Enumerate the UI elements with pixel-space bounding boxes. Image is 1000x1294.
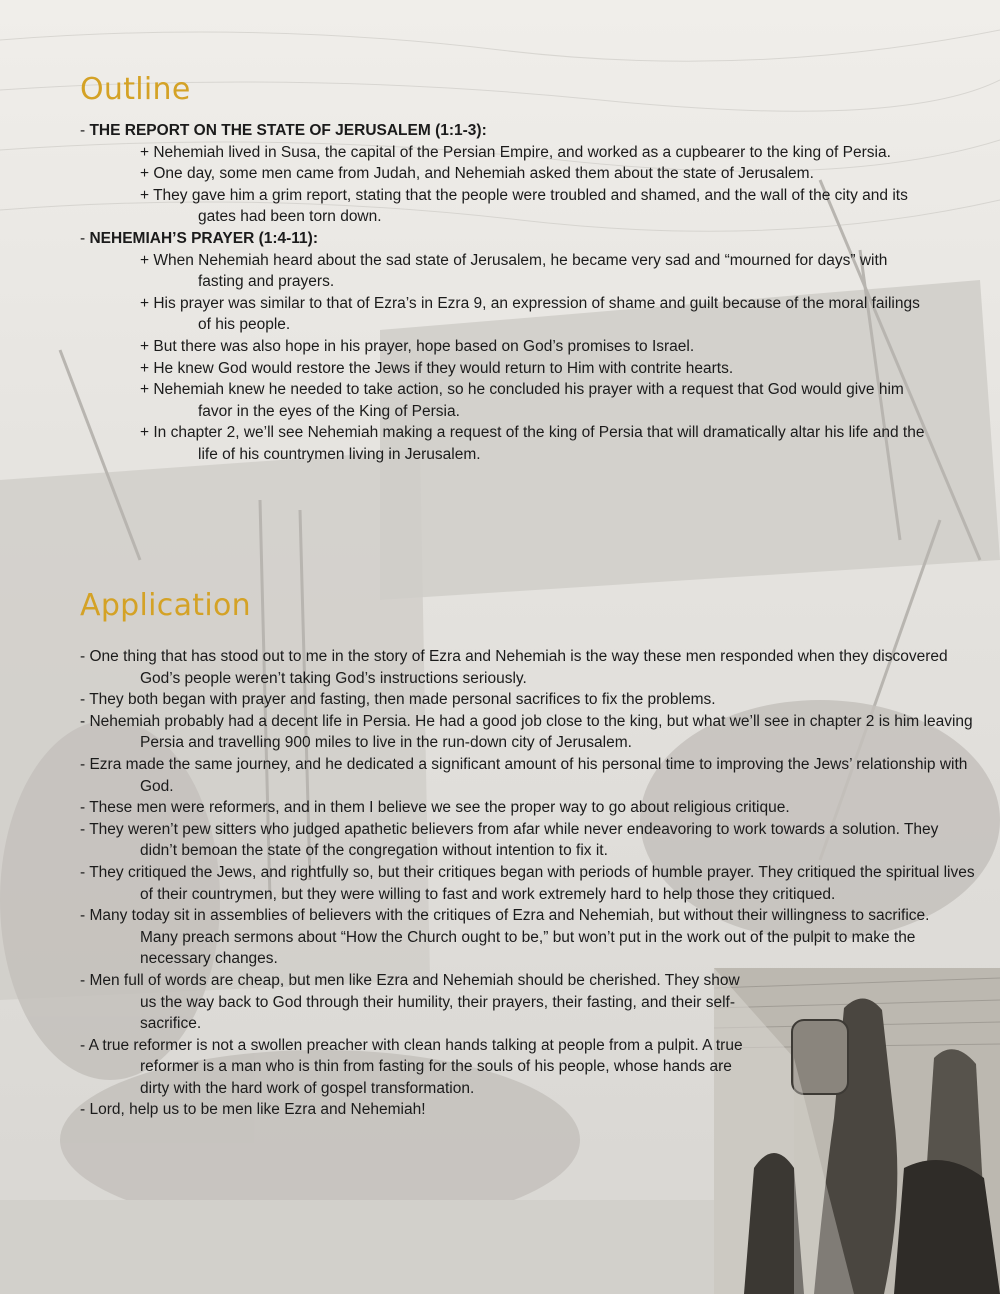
application-item: - Many today sit in assemblies of believers with the critiques of Ezra and Nehemiah, but without their willingness to sacrifice. Many preach sermons about “How the Church ought to be,” but won’t put in the work out of the pulpit to make the necessary changes. xyxy=(80,907,930,968)
outline-point: + When Nehemiah heard about the sad state of Jerusalem, he became very sad and “mourned for days” with fasting and prayers. xyxy=(140,251,888,291)
outline-point: + Nehemiah knew he needed to take action, so he concluded his prayer with a request that God would give him favor in the eyes of the King of Persia. xyxy=(140,381,904,420)
outline-section-title: - THE REPORT ON THE STATE OF JERUSALEM (1:1-3): xyxy=(80,122,487,139)
application-item: - Ezra made the same journey, and he dedicated a significant amount of his personal time to improving the Jews’ relationship with God. xyxy=(80,755,968,795)
outline-point: + He knew God would restore the Jews if they would return to Him with contrite hearts. xyxy=(140,359,734,377)
application-item: - A true reformer is not a swollen preacher with clean hands talking at people from a pulpit. A true reformer is a man who is thin from fasting for the souls of his people, whose hands are dirty with the hard work of gospel transformation. xyxy=(80,1036,743,1097)
outline-point: + His prayer was similar to that of Ezra’s in Ezra 9, an expression of shame and guilt because of the moral failings of his people. xyxy=(140,294,920,334)
outline-heading: Outline xyxy=(80,72,191,107)
application-item: - Nehemiah probably had a decent life in Persia. He had a good job close to the king, but what we’ll see in chapter 2 is him leaving Persia and travelling 900 miles to live in the run-down city of Jerusalem. xyxy=(80,712,973,752)
application-item: - They both began with prayer and fasting, then made personal sacrifices to fix the problems. xyxy=(80,691,716,709)
outline-point: + But there was also hope in his prayer, hope based on God’s promises to Israel. xyxy=(140,337,695,355)
application-item: - Men full of words are cheap, but men like Ezra and Nehemiah should be cherished. They show us the way back to God through their humility, their prayers, their fasting, and their self-sacrifice. xyxy=(80,971,740,1033)
outline-point: + They gave him a grim report, stating that the people were troubled and shamed, and the wall of the city and its gates had been torn down. xyxy=(140,186,908,226)
application-item: - They weren’t pew sitters who judged apathetic believers from afar while never endeavoring to work towards a solution. They didn’t bemoan the state of the congregation without intention to fix it. xyxy=(80,820,939,860)
outline-point: + One day, some men came from Judah, and Nehemiah asked them about the state of Jerusalem. xyxy=(140,165,814,183)
application-item: - Lord, help us to be men like Ezra and Nehemiah! xyxy=(80,1101,426,1119)
outline-point: + In chapter 2, we’ll see Nehemiah making a request of the king of Persia that will dramatically altar his life and the life of his countrymen living in Jerusalem. xyxy=(140,424,925,463)
application-item: - One thing that has stood out to me in the story of Ezra and Nehemiah is the way these men responded when they discovered God’s people weren’t taking God’s instructions seriously. xyxy=(80,648,948,687)
application-item: - They critiqued the Jews, and rightfully so, but their critiques began with periods of humble prayer. They critiqued the spiritual lives of their countrymen, but they were willing to fast and work extremely hard to help those they critiqued. xyxy=(80,863,975,903)
application-heading: Application xyxy=(80,588,251,623)
outline-point: + Nehemiah lived in Susa, the capital of the Persian Empire, and worked as a cupbearer to the king of Persia. xyxy=(140,143,891,161)
outline-list xyxy=(80,120,930,466)
outline-section-title: - NEHEMIAH’S PRAYER (1:4-11): xyxy=(80,229,319,247)
application-item: - These men were reformers, and in them I believe we see the proper way to go about religious critique. xyxy=(80,799,790,817)
application-list xyxy=(80,646,980,1121)
